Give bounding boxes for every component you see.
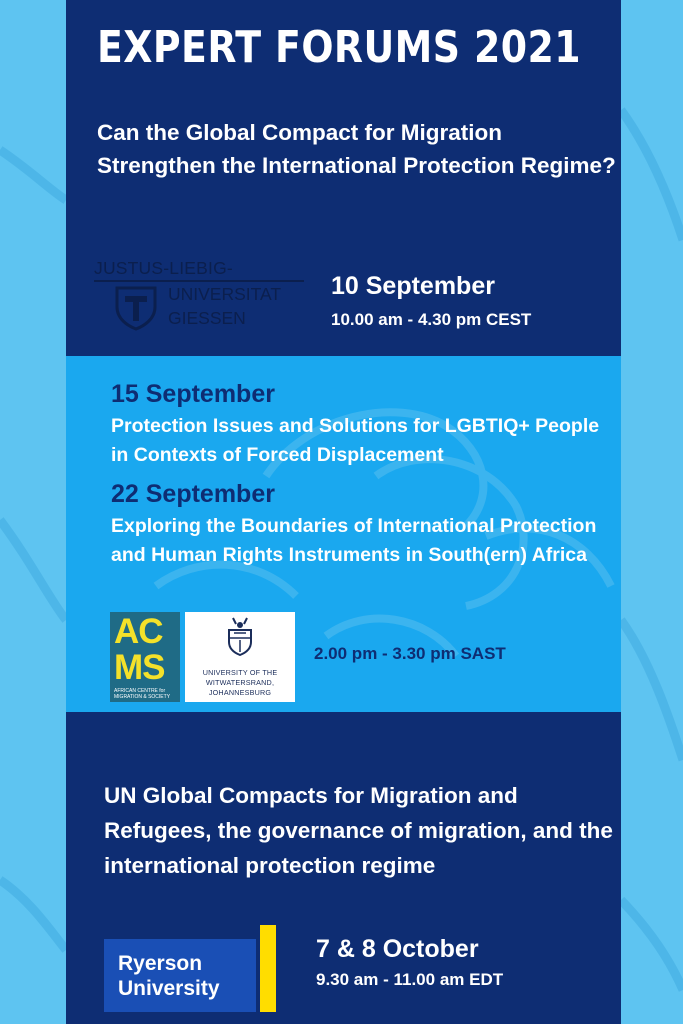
wits-logo-line2: WITWATERSRAND,: [205, 678, 275, 687]
session1-title: Protection Issues and Solutions for LGBTIQ+ People in Contexts of Forced Displacement: [111, 415, 600, 466]
event3-title: UN Global Compacts for Migration and Refugees, the governance of migration, and the international protection regime: [104, 783, 613, 878]
jlu-logo-line2: UNIVERSITAT: [168, 284, 282, 304]
ryerson-logo-line1: Ryerson: [118, 952, 203, 975]
jlu-giessen-logo: [94, 258, 304, 334]
session2-date: 22 September: [111, 480, 275, 508]
jlu-logo-rule: [94, 280, 304, 282]
session2-title: Exploring the Boundaries of International Protection and Human Rights Instruments in South(ern) Africa: [111, 515, 597, 566]
ryerson-university-logo: [104, 939, 256, 1012]
ryerson-logo-line2: University: [118, 977, 220, 1000]
page-title: EXPERT FORUMS 2021: [97, 22, 582, 73]
session1-date: 15 September: [111, 380, 275, 408]
event1-date: 10 September: [331, 272, 495, 300]
event3-date: 7 & 8 October: [316, 935, 479, 963]
acms-logo-line1: AC: [114, 612, 163, 651]
acms-logo-line2: MS: [114, 648, 165, 687]
event3-time: 9.30 am - 11.00 am EDT: [316, 970, 504, 989]
acms-logo: [110, 612, 180, 702]
ryerson-logo-yellow-bar: [260, 925, 276, 1012]
wits-crest-icon: [227, 616, 253, 656]
jlu-logo-line3: GIESSEN: [168, 308, 246, 328]
ryerson-panel: [66, 712, 621, 1024]
forum-subtitle: Can the Global Compact for Migration Strengthen the International Protection Regime?: [97, 120, 616, 178]
wits-sessions-panel: [66, 356, 621, 712]
forum-header-panel: [66, 0, 621, 356]
event1-time: 10.00 am - 4.30 pm CEST: [331, 310, 532, 329]
wits-logo-line1: UNIVERSITY OF THE: [202, 668, 278, 677]
acms-logo-caption: AFRICAN CENTRE for MIGRATION & SOCIETY: [114, 688, 171, 700]
event2-time: 2.00 pm - 3.30 pm SAST: [314, 644, 506, 663]
wits-logo-line3: JOHANNESBURG: [208, 688, 272, 697]
jlu-logo-line1: JUSTUS-LIEBIG-: [94, 258, 233, 278]
university-crest-icon: [114, 285, 158, 331]
wits-university-logo: [185, 612, 295, 702]
